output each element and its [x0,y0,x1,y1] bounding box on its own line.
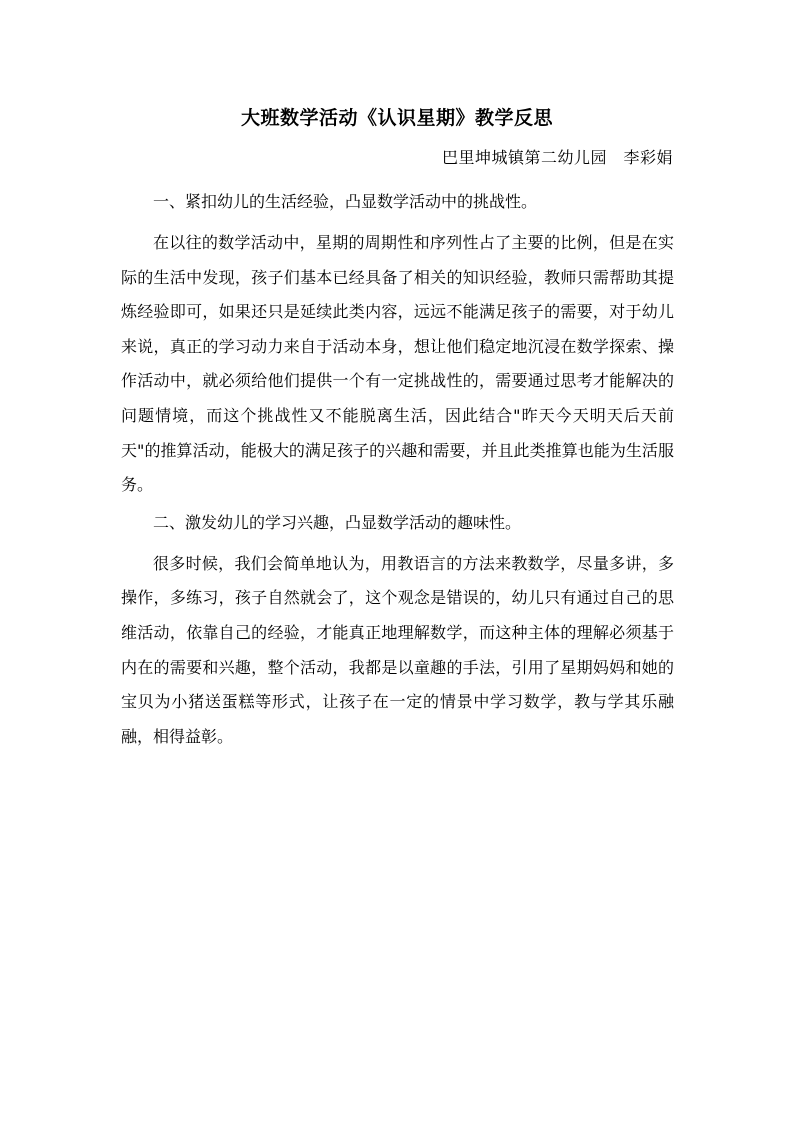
document-body [121,186,674,758]
document-title: 大班数学活动《认识星期》教学反思 [240,107,553,129]
section-2-paragraph: 很多时候，我们会简单地认为，用教语言的方法来教数学，尽量多讲，多操作，多练习，孩子自然就会了，这个观念是错误的，幼儿只有通过自己的思维活动，依靠自己的经验，才能真正地理解数学，而这种主体的理解必须基于内在的需要和兴趣，整个活动，我都是以童趣的手法，引用了星期妈妈和她的宝贝为小猪送蛋糕等形式，让孩子在一定的情景中学习数学，教与学其乐融融，相得益彰。 [121,553,674,746]
section-2-heading: 二、激发幼儿的学习兴趣，凸显数学活动的趣味性。 [153,512,522,532]
author-line: 巴里坤城镇第二幼儿园 李彩娟 [441,148,673,167]
section-1-heading: 一、紧扣幼儿的生活经验，凸显数学活动中的挑战性。 [153,192,538,211]
section-1-paragraph: 在以往的数学活动中，星期的周期性和序列性占了主要的比例，但是在实际的生活中发现，孩子们基本已经具备了相关的知识经验，教师只需帮助其提炼经验即可，如果还只是延续此类内容，远远不能满足孩子的需要，对于幼儿来说，真正的学习动力来自于活动本身，想让他们稳定地沉浸在数学探索、操作活动中，就必须给他们提供一个有一定挑战性的，需要通过思考才能解决的问题情境，而这个挑战性又不能脱离生活，因此结合"昨天今天明天后天前天"的推算活动，能极大的满足孩子的兴趣和需要，并且此类推算也能为生活服务。 [121,233,674,495]
